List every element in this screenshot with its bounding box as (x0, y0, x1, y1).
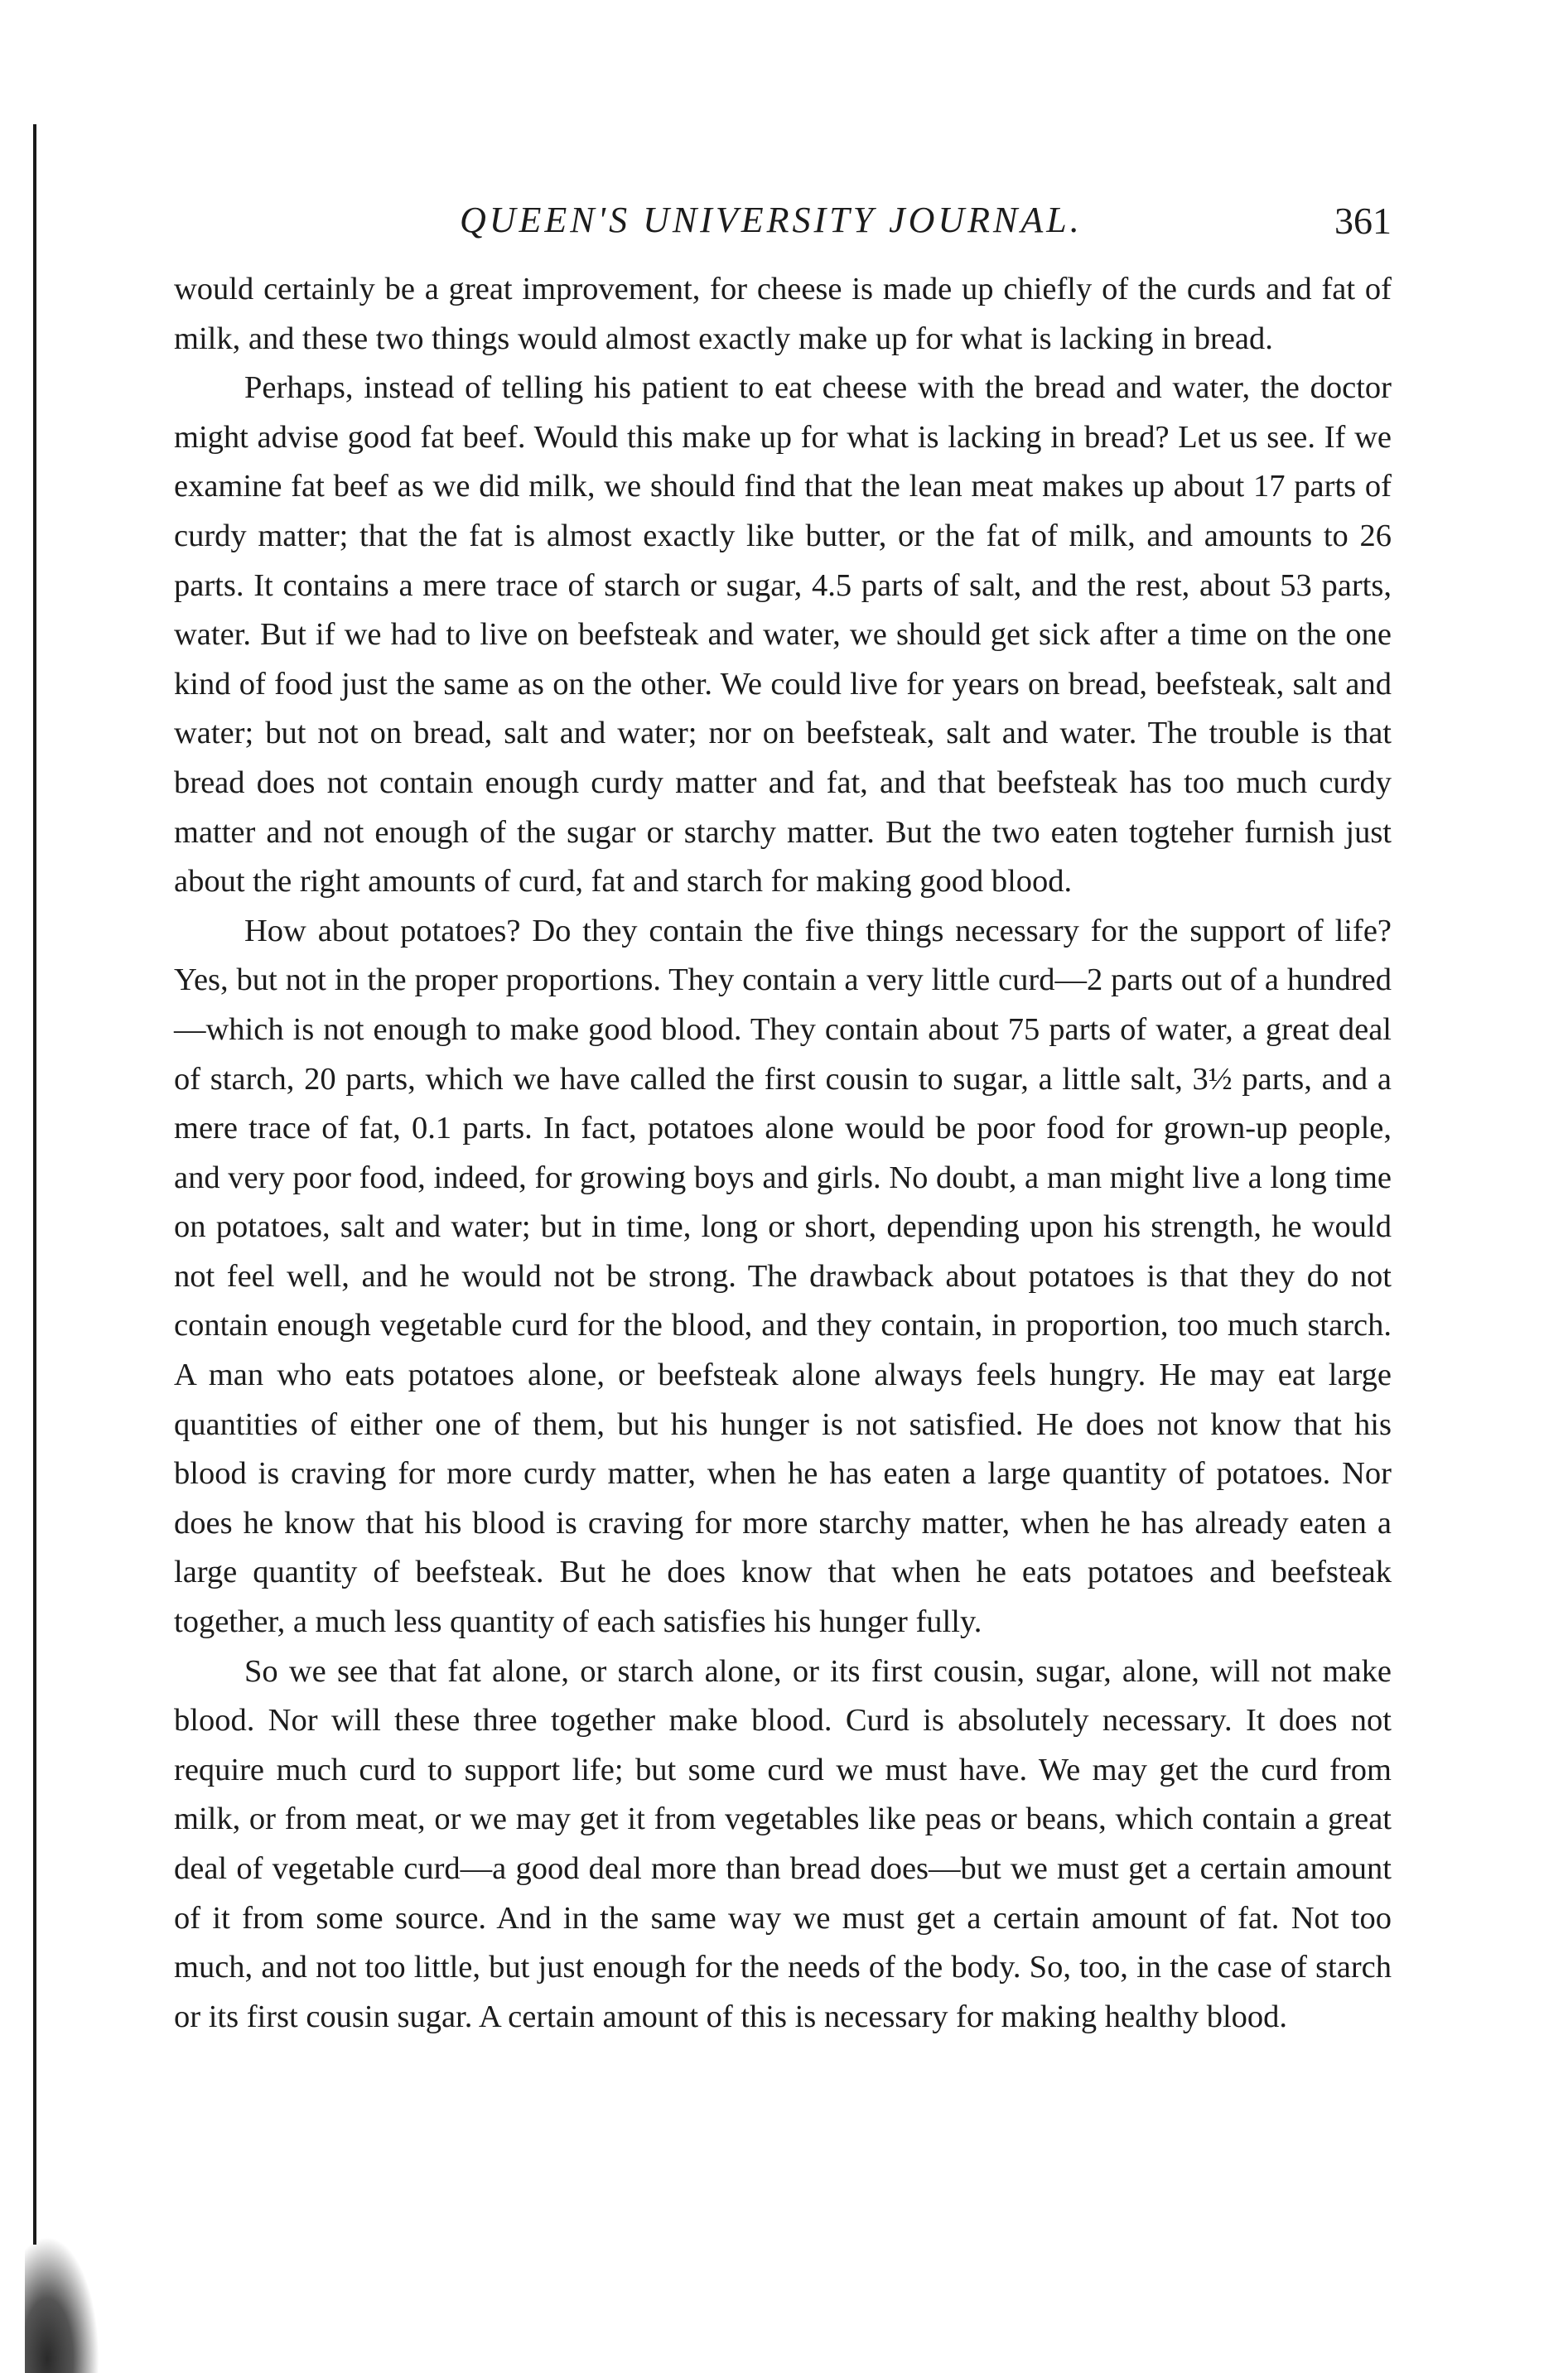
page-header (174, 199, 1392, 265)
paragraph-4: So we see that fat alone, or starch alone, or its first cousin, sugar, alone, will not make blood. Nor will these three together make blood. Curd is absolutely necessary. It does not require much curd to support life; but some curd we must have. We may get the curd from milk, or from meat, or we may get it from vegetables like peas or beans, which contain a great deal of vegetable curd—a good deal more than bread does—but we must get a certain amount of it from some source. And in the same way we must get a certain amount of fat. Not too much, and not too little, but just enough for the needs of the body. So, too, in the case of starch or its first cousin sugar. A certain amount of this is necessary for making healthy blood. (174, 1653, 1392, 2034)
scan-shadow (25, 2236, 99, 2373)
paragraph-1: would certainly be a great improvement, for cheese is made up chiefly of the curds and fat of milk, and these two things would almost exactly make up for what is lacking in bread. (174, 272, 1392, 356)
binding-edge (33, 124, 36, 2245)
paragraph-3: How about potatoes? Do they contain the five things necessary for the support of life? Yes, but not in the proper proportions. They contain a very little curd—2 parts out of a hundred—which is not enough to make good blood. They contain about 75 parts of water, a great deal of starch, 20 parts, which we have called the first cousin to sugar, a little salt, 3½ parts, and a mere trace of fat, 0.1 parts. In fact, potatoes alone would be poor food for grown-up people, and very poor food, indeed, for growing boys and girls. No doubt, a man might live a long time on potatoes, salt and water; but in time, long or short, depending upon his strength, he would not feel well, and he would not be strong. The drawback about potatoes is that they do not contain enough vegetable curd for the blood, and they contain, in proportion, too much starch. A man who eats potatoes alone, or beefsteak alone always feels hungry. He may eat large quantities of either one of them, but his hunger is not satisfied. He does not know that his blood is craving for more curdy matter, when he has eaten a large quantity of potatoes. Nor does he know that his blood is craving for more starchy matter, when he has already eaten a large quantity of beefsteak. But he does know that when he eats potatoes and beefsteak together, a much less quantity of each satisfies his hunger fully. (174, 913, 1392, 1640)
page-number: 361 (1334, 200, 1392, 242)
running-title: QUEEN'S UNIVERSITY JOURNAL. (460, 200, 1083, 240)
paragraph-2: Perhaps, instead of telling his patient to eat cheese with the bread and water, the doctor might advise good fat beef. Would this make up for what is lacking in bread? Let us see. If we examine fat beef as we did milk, we should find that the lean meat makes up about 17 parts of curdy matter; that the fat is almost exactly like butter, or the fat of milk, and amounts to 26 parts. It contains a mere trace of starch or sugar, 4.5 parts of salt, and the rest, about 53 parts, water. But if we had to live on beefsteak and water, we should get sick after a time on the one kind of food just the same as on the other. We could live for years on bread, beefsteak, salt and water; but not on bread, salt and water; nor on beefsteak, salt and water. The trouble is that bread does not contain enough curdy matter and fat, and that beefsteak has too much curdy matter and not enough of the sugar or starchy matter. But the two eaten togteher furnish just about the right amounts of curd, fat and starch for making good blood. (174, 370, 1392, 900)
journal-page (174, 199, 1392, 2042)
body-text (174, 265, 1392, 2042)
